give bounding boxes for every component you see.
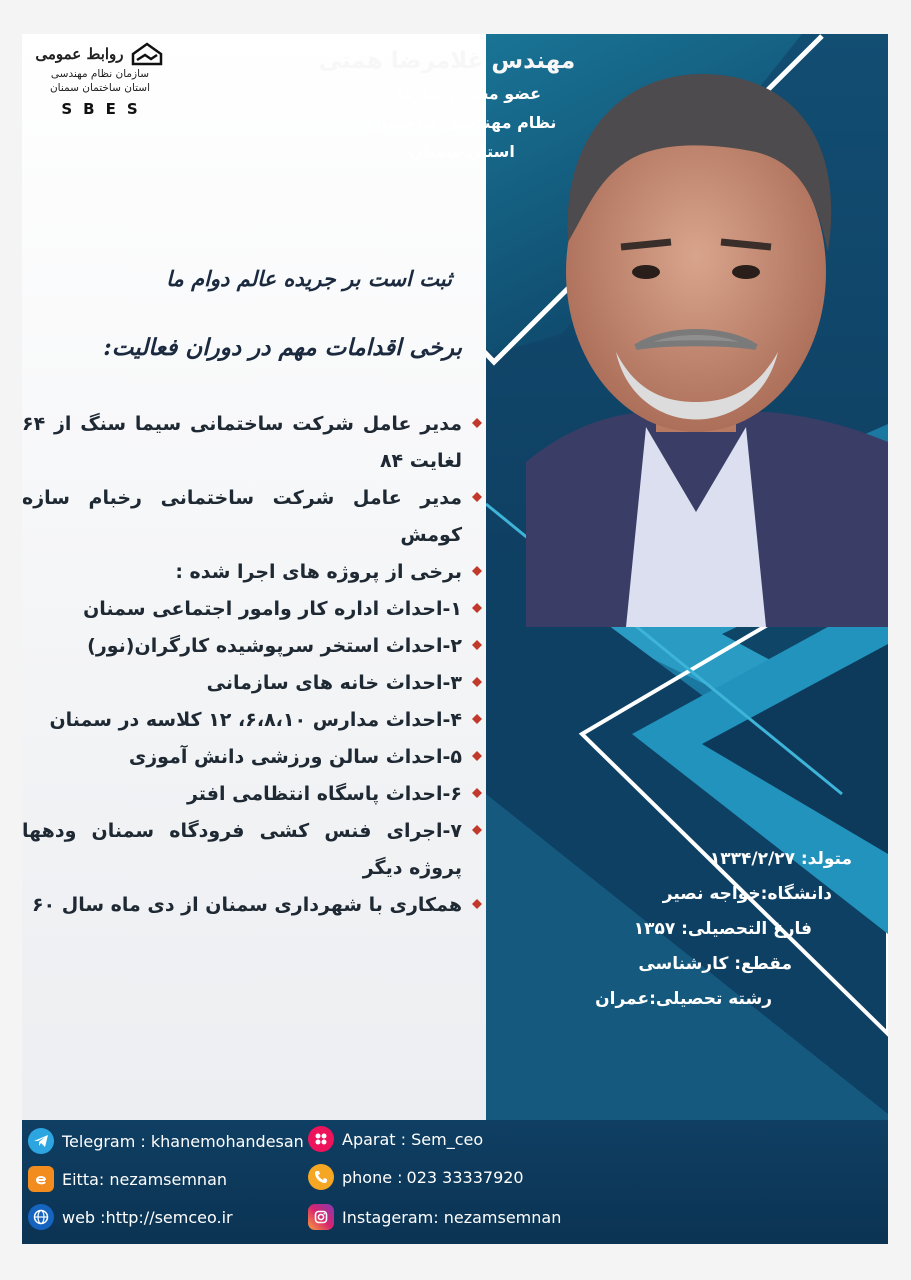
activity-text: ۶-احداث پاسگاه انتظامی افتر xyxy=(186,783,462,805)
logo-letter: E xyxy=(105,100,117,118)
eitta-contact[interactable] xyxy=(28,1166,227,1192)
logo-province-line: استان ساختمان سمنان xyxy=(49,82,151,94)
logo-letter: S xyxy=(61,100,74,118)
logo-title: روابط عمومی xyxy=(35,44,124,63)
activity-text: مدیر عامل شرکت ساختمانی رخبام سازه کومش xyxy=(22,487,462,546)
diamond-bullet-icon xyxy=(472,418,482,428)
footer-contacts xyxy=(22,1120,888,1244)
aparat-text: Aparat : Sem_ceo xyxy=(342,1129,484,1149)
list-item xyxy=(22,887,488,924)
list-item xyxy=(22,702,488,739)
activities-title: برخی اقدامات مهم در دوران فعالیت: xyxy=(103,334,462,361)
header-line: عضو محترم سازمان xyxy=(382,84,542,103)
diamond-bullet-icon xyxy=(472,788,482,798)
sbes-logo xyxy=(30,42,170,152)
telegram-text: Telegram : khanemohandesan xyxy=(62,1131,304,1151)
list-item xyxy=(22,776,488,813)
degree: مقطع: کارشناسی xyxy=(638,954,792,974)
diamond-bullet-icon xyxy=(472,492,482,502)
aparat-icon xyxy=(308,1126,334,1152)
activity-text: ۴-احداث مدارس ۶،۸،۱۰، ۱۲ کلاسه در سمنان xyxy=(49,709,462,731)
activity-text: مدیر عامل شرکت ساختمانی سیما سنگ از ۶۴ لغایت ۸۴ xyxy=(22,413,462,472)
logo-org-line: سازمان نظام مهندسی xyxy=(50,68,150,80)
diamond-bullet-icon xyxy=(472,603,482,613)
aparat-contact[interactable] xyxy=(308,1126,483,1152)
activities-list xyxy=(22,406,488,924)
logo-letter: B xyxy=(83,100,96,118)
list-item xyxy=(22,813,488,887)
university: دانشگاه:خواجه نصیر xyxy=(662,884,832,904)
activity-text: ۲-احداث استخر سرپوشیده کارگران(نور) xyxy=(87,635,462,657)
diamond-bullet-icon xyxy=(472,825,482,835)
handshake-house-icon xyxy=(129,42,165,66)
activity-text: ۱-احداث اداره کار وامور اجتماعی سمنان xyxy=(83,598,462,620)
header-line: نظام مهندسی ساختمان xyxy=(367,113,557,132)
list-item xyxy=(22,591,488,628)
list-item xyxy=(22,480,488,554)
web-text: web :http://semceo.ir xyxy=(62,1207,233,1227)
globe-icon xyxy=(28,1204,54,1230)
list-item xyxy=(22,739,488,776)
phone-contact[interactable] xyxy=(308,1164,524,1190)
logo-letters xyxy=(30,100,170,118)
web-contact[interactable] xyxy=(28,1204,233,1230)
list-item xyxy=(22,665,488,702)
instagram-text: Instageram: nezamsemnan xyxy=(342,1207,562,1227)
diamond-bullet-icon xyxy=(472,714,482,724)
eitta-text: Eitta: nezamsemnan xyxy=(62,1169,228,1189)
list-item xyxy=(22,554,488,591)
activity-text: ۳-احداث خانه های سازمانی xyxy=(206,672,462,694)
poster xyxy=(22,34,888,1244)
diamond-bullet-icon xyxy=(472,677,482,687)
activity-text: ۷-اجرای فنس کشی فرودگاه سمنان ودهها پروژه دیگر xyxy=(22,820,462,879)
activity-text: ۵-احداث سالن ورزشی دانش آموزی xyxy=(128,746,462,768)
field-of-study: رشته تحصیلی:عمران xyxy=(595,989,772,1009)
graduation-year: فارغ التحصیلی: ۱۳۵۷ xyxy=(633,919,812,939)
phone-number: 023 33337920 xyxy=(406,1167,524,1187)
diamond-bullet-icon xyxy=(472,751,482,761)
instagram-icon xyxy=(308,1204,334,1230)
list-item xyxy=(22,628,488,665)
eitta-icon xyxy=(28,1166,54,1192)
list-item xyxy=(22,406,488,480)
header-line: استان سمنان xyxy=(409,142,515,161)
portrait-photo xyxy=(506,42,888,627)
slogan: ثبت است بر جریده عالم دوام ما xyxy=(166,266,452,291)
instagram-contact[interactable] xyxy=(308,1204,561,1230)
telegram-contact[interactable] xyxy=(28,1128,304,1154)
engineer-name: مهندس غلامرضا همتی xyxy=(318,48,576,74)
diamond-bullet-icon xyxy=(472,640,482,650)
birth-date: متولد: ۱۳۳۴/۲/۲۷ xyxy=(709,849,852,869)
logo-letter: S xyxy=(126,100,139,118)
diamond-bullet-icon xyxy=(472,566,482,576)
activity-text: برخی از پروژه های اجرا شده : xyxy=(175,561,462,583)
telegram-icon xyxy=(28,1128,54,1154)
phone-label: phone : xyxy=(342,1167,403,1187)
phone-icon xyxy=(308,1164,334,1190)
bio-info xyxy=(502,842,852,1017)
diamond-bullet-icon xyxy=(472,899,482,909)
activity-text: همکاری با شهرداری سمنان از دی ماه سال ۶۰ xyxy=(31,894,462,916)
